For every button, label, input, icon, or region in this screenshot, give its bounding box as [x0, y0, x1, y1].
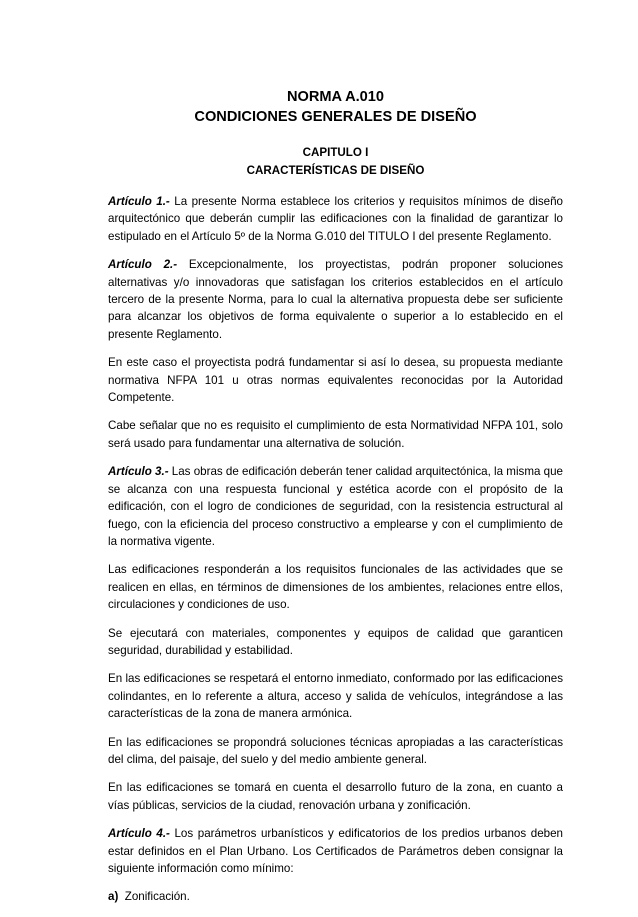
- article-3-paragraph: [108, 463, 563, 550]
- norm-title: CONDICIONES GENERALES DE DISEÑO: [194, 109, 477, 125]
- article-1-label: Artículo 1.-: [108, 195, 170, 208]
- article-3-paragraph-3: Se ejecutará con materiales, componentes y equipos de calidad que garanticen seguridad, durabilidad y estabilidad.: [108, 626, 563, 657]
- article-3-paragraph-6: En las edificaciones se tomará en cuenta el desarrollo futuro de la zona, en cuanto a vías públicas, servicios de la ciudad, renovación urbana y zonificación.: [108, 781, 563, 812]
- article-2-paragraph: [108, 256, 563, 343]
- article-2-label: Artículo 2.-: [108, 258, 178, 272]
- article-2-paragraph-3: Cabe señalar que no es requisito el cumplimiento de esta Normatividad NFPA 101, solo será usado para fundamentar una alternativa de solución.: [108, 419, 563, 450]
- article-3-paragraph-5: En las edificaciones se propondrá soluciones técnicas apropiadas a las características del clima, del paisaje, del suelo y del medio ambiente general.: [108, 735, 563, 766]
- article-2-text: Excepcionalmente, los proyectistas, podrán proponer soluciones alternativas y/o innovadoras que satisfagan los criterios establecidos en el artículo tercero de la presente Norma, para lo cual la alternativa propuesta debe ser suficiente para alcanzar los objetivos de forma equivalente o superior a lo establecido en el presente Reglamento.: [108, 258, 563, 341]
- article-4-label: Artículo 4.-: [108, 827, 170, 841]
- article-2-paragraph-2: En este caso el proyectista podrá fundamentar si así lo desea, su propuesta mediante normativa NFPA 101 u otras normas equivalentes reconocidas por la Autoridad Competente.: [108, 356, 563, 405]
- chapter-heading: [108, 144, 563, 180]
- article-3-text: Las obras de edificación deberán tener calidad arquitectónica, la misma que se alcanza con una respuesta funcional y estética acorde con el propósito de la edificación, con el logro de condiciones de seguridad, con la resistencia estructural al fuego, con la eficiencia del proceso constructivo a emplearse y con el cumplimiento de la normativa vigente.: [108, 465, 563, 548]
- article-3-paragraph-2: Las edificaciones responderán a los requisitos funcionales de las actividades que se realicen en ellas, en términos de dimensiones de los ambientes, relaciones entre ellos, circulaciones y condiciones de uso.: [108, 563, 563, 612]
- list-item-a-text: Zonificación.: [118, 890, 190, 904]
- article-1-text: La presente Norma establece los criterios y requisitos mínimos de diseño arquitectónico que deberán cumplir las edificaciones con la finalidad de garantizar lo estipulado en el Artículo 5º de la Norma G.010 del TITULO I del presente Reglamento.: [108, 195, 563, 243]
- page-content: [108, 87, 563, 917]
- article-3-label: Artículo 3.-: [108, 465, 169, 479]
- chapter-title: CARACTERÍSTICAS DE DISEÑO: [246, 164, 425, 177]
- chapter-label: CAPITULO I: [302, 146, 369, 159]
- list-item-a: [108, 888, 563, 905]
- document-title: [108, 87, 563, 127]
- article-3-paragraph-4: En las edificaciones se respetará el entorno inmediato, conformado por las edificaciones colindantes, en lo referente a altura, acceso y salida de vehículos, integrándose a las características de la zona de manera armónica.: [108, 672, 563, 721]
- article-4-text: Los parámetros urbanísticos y edificatorios de los predios urbanos deben estar definidos en el Plan Urbano. Los Certificados de Parámetros deben consignar la siguiente información como mínimo:: [108, 827, 563, 875]
- document-body: [108, 193, 563, 906]
- article-4-paragraph: [108, 825, 563, 877]
- article-1-paragraph: [108, 193, 563, 245]
- norm-code: NORMA A.010: [286, 89, 385, 105]
- list-item-a-marker: a): [108, 890, 119, 904]
